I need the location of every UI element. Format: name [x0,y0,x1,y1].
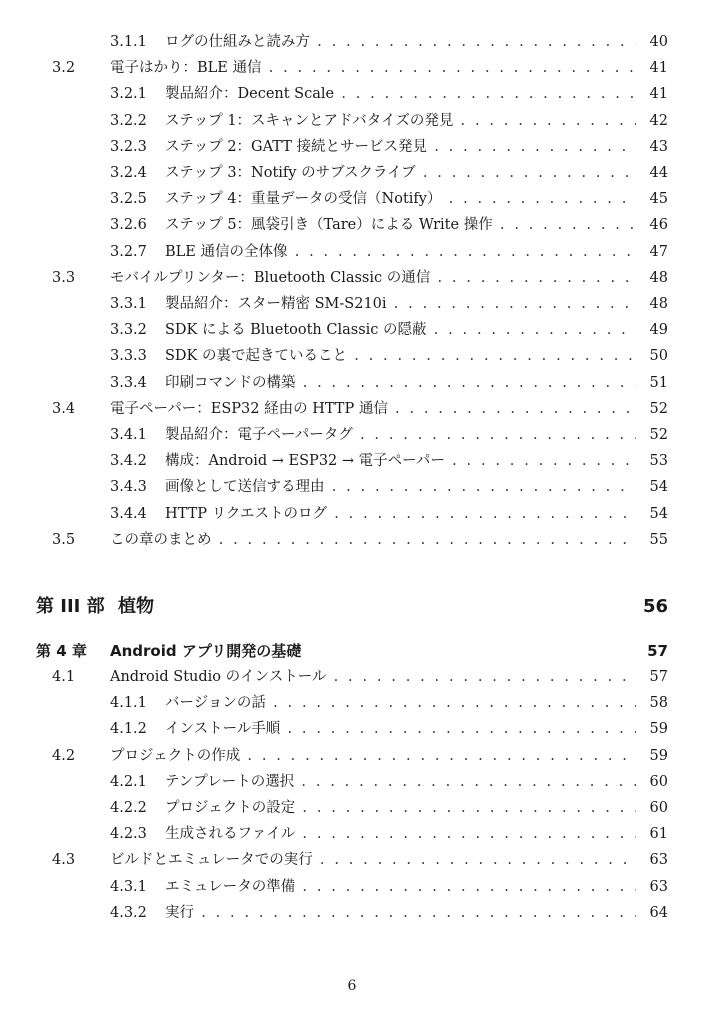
toc-entry-number: 3.2.5 [110,191,147,208]
toc-entry-page: 60 [649,773,668,790]
toc-entry-number: 3.5 [52,531,76,548]
toc-entry-number: 3.4.1 [110,427,147,443]
toc-entry-title-leader [165,475,636,499]
toc-entry-3-2-3 [0,135,704,159]
toc-entry-title-leader [165,901,636,925]
toc-entry-4-2-1 [0,770,704,794]
toc-entry-number: 3.3.4 [110,374,147,391]
toc-entry-page: 57 [649,669,668,685]
toc-entry-title: エミュレータの準備 [165,878,296,895]
toc-entry-title-leader [110,744,636,768]
toc-entry-4-2 [0,744,704,768]
toc-entry-4-1-2 [0,717,704,741]
toc-entry-page: 42 [649,112,668,129]
toc-entry-title-leader [110,665,636,689]
toc-entry-number: 3.4 [52,400,76,417]
toc-entry-3-2 [0,56,704,80]
toc-entry-number: 4.1.2 [110,721,147,738]
toc-entry-title: 製品紹介：電子ペーパータグ [165,427,353,443]
toc-entry-page: 59 [649,747,668,764]
toc-entry-page: 63 [649,878,668,895]
toc-entry-title: Android Studio のインストール [110,669,327,685]
toc-entry-4-1 [0,665,704,689]
toc-entry-title: 電子ペーパー：ESP32 経由の HTTP 通信 [110,400,388,417]
toc-entry-title: ステップ 4：重量データの受信（Notify） [165,191,442,208]
toc-entry-title-leader [165,109,636,133]
toc-entry-page: 45 [649,191,668,208]
toc-entry-title-leader [165,449,636,473]
toc-entry-title-leader [110,56,636,80]
toc-entry-title: SDK の裏で起きていること [165,348,347,365]
toc-entry-page: 40 [649,34,668,50]
toc-entry-page: 60 [649,800,668,816]
toc-entry-title: HTTP リクエストのログ [165,505,328,522]
toc-entry-title: ステップ 2：GATT 接続とサービス発見 [165,138,428,155]
toc-entry-number: 3.2 [52,60,76,77]
toc-entry-number: 3.2.2 [110,112,147,129]
toc-entry-3-3-3 [0,344,704,368]
toc-entry-3-4-1 [0,423,704,447]
toc-entry-title: プロジェクトの作成 [110,747,241,764]
toc-entry-title-leader [165,240,636,264]
toc-entry-3-4-4 [0,502,704,526]
toc-entry-title: 電子はかり：BLE 通信 [110,60,262,77]
toc-entry-title-leader [165,875,636,899]
toc-entry-3-1-1 [0,30,704,54]
toc-entry-title-leader [165,691,636,715]
toc-entry-3-3 [0,266,704,290]
toc-entry-title-leader [110,848,636,872]
toc-entry-title: モバイルプリンター：Bluetooth Classic の通信 [110,269,431,286]
toc-entry-title-leader [165,502,636,526]
toc-entry-page: 50 [649,348,668,365]
toc-entry-title: SDK による Bluetooth Classic の隠蔽 [165,322,427,339]
toc-entry-4-3-2 [0,901,704,925]
toc-entry-page: 46 [649,217,668,234]
toc-entry-title: 製品紹介：Decent Scale [165,86,335,103]
toc-entry-page: 55 [649,531,668,548]
toc-entry-title-leader [110,397,636,421]
toc-entry-page: 54 [649,479,668,496]
toc-entry-title: この章のまとめ [110,531,212,548]
toc-entry-page: 47 [649,243,668,260]
toc-entry-number: 3.2.4 [110,165,147,181]
toc-entry-title-leader [165,717,636,741]
toc-entry-title-leader [165,161,636,185]
toc-entry-3-4-3 [0,475,704,499]
toc-entry-4-1-1 [0,691,704,715]
part-heading [0,592,704,622]
toc-entry-4-2-3 [0,822,704,846]
toc-entry-page: 49 [649,322,668,339]
toc-entry-3-2-6 [0,213,704,237]
toc-entry-title-leader [165,213,636,237]
toc-entry-3-2-4 [0,161,704,185]
toc-entry-title-leader [165,187,636,211]
toc-entry-page: 64 [649,904,668,921]
toc-entry-3-4 [0,397,704,421]
toc-entry-title: BLE 通信の全体像 [165,243,288,260]
toc-entry-4-3 [0,848,704,872]
toc-entry-title: ビルドとエミュレータでの実行 [110,852,313,869]
toc-entry-page: 48 [649,296,668,312]
part-label: 第 III 部 [36,596,105,617]
toc-entry-page: 52 [649,427,668,443]
toc-entry-3-3-1 [0,292,704,316]
toc-entry-3-3-4 [0,371,704,395]
toc-entry-number: 3.4.2 [110,453,147,470]
toc-entry-number: 3.3.3 [110,348,147,365]
toc-entry-title-leader [165,135,636,159]
toc-entry-page: 59 [649,721,668,738]
chapter-title: Android アプリ開発の基礎 [110,642,302,660]
chapter-page-number: 57 [647,642,668,660]
toc-entry-number: 4.2.1 [110,773,147,790]
toc-entry-number: 3.3.2 [110,322,147,339]
toc-entry-number: 4.1 [52,669,76,685]
toc-entry-4-2-2 [0,796,704,820]
toc-entry-title-leader [165,30,636,54]
toc-entry-page: 41 [649,60,668,77]
toc-entry-number: 3.2.6 [110,217,147,234]
toc-entry-page: 63 [649,852,668,869]
toc-entry-4-3-1 [0,875,704,899]
toc-entry-page: 48 [649,269,668,286]
toc-entry-title: 画像として送信する理由 [165,479,325,496]
toc-entry-3-2-7 [0,240,704,264]
toc-entry-page: 54 [649,505,668,522]
toc-entry-number: 3.2.7 [110,243,147,260]
toc-entry-title-leader [110,266,636,290]
toc-entry-number: 3.4.3 [110,479,147,496]
toc-entry-number: 3.2.1 [110,86,147,103]
toc-entry-page: 53 [649,453,668,470]
toc-entry-title: ステップ 5：風袋引き（Tare）による Write 操作 [165,217,493,234]
toc-entry-title-leader [165,344,636,368]
toc-entry-title: 実行 [165,904,194,921]
part-page-number: 56 [642,596,668,617]
toc-entry-3-4-2 [0,449,704,473]
page-number: 6 [347,978,357,994]
part-title: 植物 [118,596,154,617]
toc-entry-number: 4.2.2 [110,800,147,816]
toc-entry-title-leader [165,796,636,820]
toc-entry-number: 3.3.1 [110,296,147,312]
toc-entry-title: インストール手順 [165,721,281,738]
toc-entry-title: バージョンの話 [165,695,266,712]
toc-entry-title: ステップ 3：Notify のサブスクライブ [165,165,416,181]
toc-entry-title: ステップ 1：スキャンとアドバタイズの発見 [165,112,454,129]
toc-entry-title-leader [165,371,636,395]
toc-entry-number: 4.1.1 [110,695,147,712]
toc-entry-number: 4.2 [52,747,76,764]
toc-entry-3-2-2 [0,109,704,133]
toc-entry-page: 58 [649,695,668,712]
toc-entry-title: 印刷コマンドの構築 [165,374,296,391]
toc-entry-page: 44 [649,165,668,181]
toc-entry-number: 3.2.3 [110,138,147,155]
toc-entry-3-5 [0,528,704,552]
toc-entry-title: 製品紹介：スター精密 SM-S210i [165,296,387,312]
toc-entry-page: 51 [649,374,668,391]
toc-entry-title-leader [165,292,636,316]
toc-entry-3-2-1 [0,82,704,106]
toc-entry-number: 3.1.1 [110,34,147,50]
toc-entry-title: 生成されるファイル [165,826,296,843]
toc-entry-number: 3.3 [52,269,76,286]
toc-entry-title: プロジェクトの設定 [165,800,296,816]
toc-entry-3-3-2 [0,318,704,342]
toc-entry-title: ログの仕組みと読み方 [165,34,310,50]
toc-entry-title-leader [165,770,636,794]
toc-entry-title-leader [165,82,636,106]
toc-entry-page: 43 [649,138,668,155]
toc-entry-number: 4.3.1 [110,878,147,895]
toc-entry-title-leader [165,318,636,342]
toc-entry-title: 構成：Android → ESP32 → 電子ペーパー [165,453,445,470]
toc-entry-page: 52 [649,400,668,417]
toc-entry-page: 61 [649,826,668,843]
toc-entry-title-leader [165,423,636,447]
chapter-heading [0,638,704,664]
toc-entry-page: 41 [649,86,668,103]
toc-entry-number: 4.3 [52,852,76,869]
toc-entry-number: 3.4.4 [110,505,147,522]
toc-entry-title-leader [110,528,636,552]
toc-entry-title-leader [165,822,636,846]
toc-entry-title: テンプレートの選択 [165,773,295,790]
toc-entry-number: 4.2.3 [110,826,147,843]
toc-entry-3-2-5 [0,187,704,211]
chapter-label: 第 4 章 [36,642,87,660]
toc-entry-number: 4.3.2 [110,904,147,921]
